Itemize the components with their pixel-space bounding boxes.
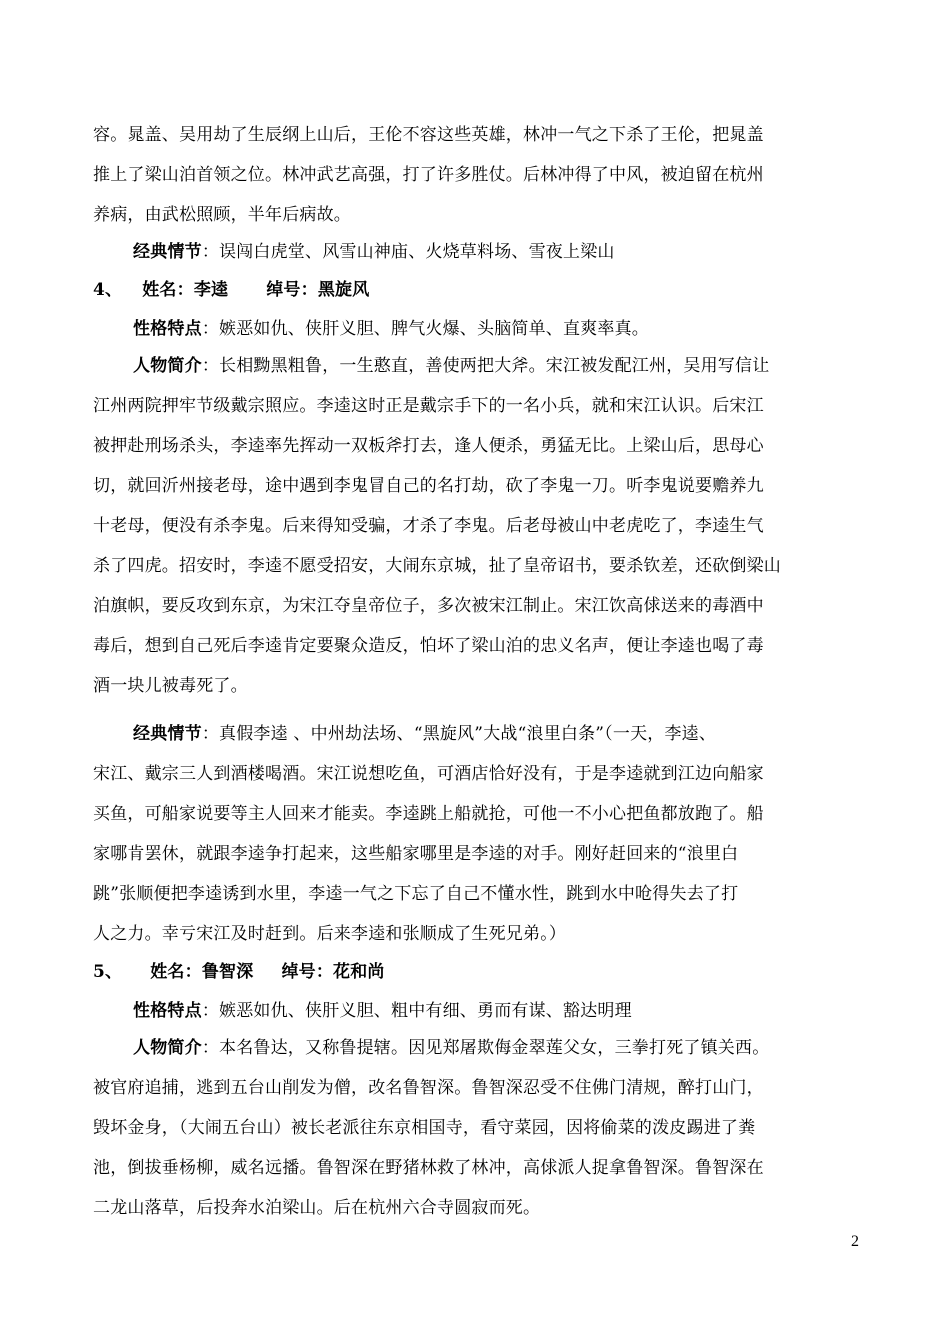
bio-first-line [133,1036,863,1060]
bio-text: ：长相黝黑粗鲁，一生憨直，善使两把大斧。宋江被发配江州，吴用写信让 [201,356,770,376]
body-text-line: 江州两院押牢节级戴宗照应。李逵这时正是戴宗手下的一名小兵，就和宋江认识。后宋江 [93,396,764,416]
body-text-line: 十老母，便没有杀李鬼。后来得知受骗，才杀了李鬼。后老母被山中老虎吃了，李逵生气 [93,516,764,536]
character-name: 姓名：鲁智深 [150,962,254,982]
trait-text: ：嫉恶如仇、侠肝义胆、粗中有细、勇而有谋、豁达明理 [201,1001,632,1021]
bio-label: 人物简介 [133,356,202,376]
character-nickname: 绰号：花和尚 [281,962,385,982]
body-text-line: 推上了梁山泊首领之位。林冲武艺高强，打了许多胜仗。后林冲得了中风，被迫留在杭州 [93,165,764,185]
body-text-line: 泊旗帜，要反攻到东京，为宋江夺皇帝位子，多次被宋江制止。宋江饮高俅送来的毒酒中 [93,596,764,616]
bio-first-line [133,354,863,378]
section-heading-li-kui [93,278,863,302]
body-text-line: 家哪肯罢休，就跟李逵争打起来，这些船家哪里是李逵的对手。刚好赶回来的“浪里白 [93,844,739,864]
character-nickname: 绰号：黑旋风 [266,280,370,300]
classic-plot-label: 经典情节 [133,242,202,262]
trait-label: 性格特点 [133,1001,202,1021]
classic-plot-paragraph [133,722,863,746]
classic-plot-label: 经典情节 [133,724,202,744]
body-text-line: 养病，由武松照顾，半年后病故。 [93,205,351,225]
body-text-line: 切，就回沂州接老母，途中遇到李鬼冒自己的名打劫，砍了李鬼一刀。听李鬼说要赡养九 [93,476,764,496]
trait-text: ：嫉恶如仇、侠肝义胆、脾气火爆、头脑简单、直爽率真。 [201,319,650,339]
body-text-line: 被官府追捕，逃到五台山削发为僧，改名鲁智深。鲁智深忍受不住佛门清规，醉打山门， [93,1078,764,1098]
classic-plot-text: ：误闯白虎堂、风雪山神庙、火烧草料场、雪夜上梁山 [201,242,615,262]
body-text-line: 跳”张顺便把李逵诱到水里，李逵一气之下忘了自己不懂水性，跳到水中呛得失去了打 [93,884,739,904]
section-number: 5、 [93,962,123,982]
bio-text: ：本名鲁达，又称鲁提辖。因见郑屠欺侮金翠莲父女，三拳打死了镇关西。 [201,1038,770,1058]
body-text-line: 酒一块儿被毒死了。 [93,676,248,696]
body-text-line: 杀了四虎。招安时，李逵不愿受招安，大闹东京城，扯了皇帝诏书，要杀钦差，还砍倒梁山 [93,556,781,576]
classic-plot-paragraph [133,240,863,264]
body-text-line: 买鱼，可船家说要等主人回来才能卖。李逵跳上船就抢，可他一不小心把鱼都放跑了。船 [93,804,764,824]
body-text-line: 池，倒拔垂杨柳，威名远播。鲁智深在野猪林救了林冲，高俅派人捉拿鲁智深。鲁智深在 [93,1158,764,1178]
bio-label: 人物简介 [133,1038,202,1058]
page-number: 2 [851,1233,859,1250]
trait-paragraph [133,999,863,1023]
body-text-line: 容。晁盖、吴用劫了生辰纲上山后，王伦不容这些英雄，林冲一气之下杀了王伦，把晁盖 [93,125,764,145]
body-text-line: 二龙山落草，后投奔水泊梁山。后在杭州六合寺圆寂而死。 [93,1198,541,1218]
section-number: 4、 [93,280,123,300]
body-text-line: 毒后，想到自己死后李逵肯定要聚众造反，怕坏了梁山泊的忠义名声，便让李逵也喝了毒 [93,636,764,656]
body-text-line: 被押赴刑场杀头，李逵率先挥动一双板斧打去，逢人便杀，勇猛无比。上梁山后，思母心 [93,436,764,456]
section-heading-lu-zhishen [93,960,863,984]
classic-plot-text: ：真假李逵 、中州劫法场、“黑旋风”大战“浪里白条”（一天，李逵、 [201,724,717,744]
trait-label: 性格特点 [133,319,202,339]
body-text-line: 宋江、戴宗三人到酒楼喝酒。宋江说想吃鱼，可酒店恰好没有，于是李逵就到江边向船家 [93,764,764,784]
trait-paragraph [133,317,863,341]
body-text-line: 毁坏金身，（大闹五台山）被长老派往东京相国寺，看守菜园，因将偷菜的泼皮踢进了粪 [93,1118,756,1138]
body-text-line: 人之力。幸亏宋江及时赶到。后来李逵和张顺成了生死兄弟。） [93,924,567,944]
character-name: 姓名：李逵 [142,280,229,300]
